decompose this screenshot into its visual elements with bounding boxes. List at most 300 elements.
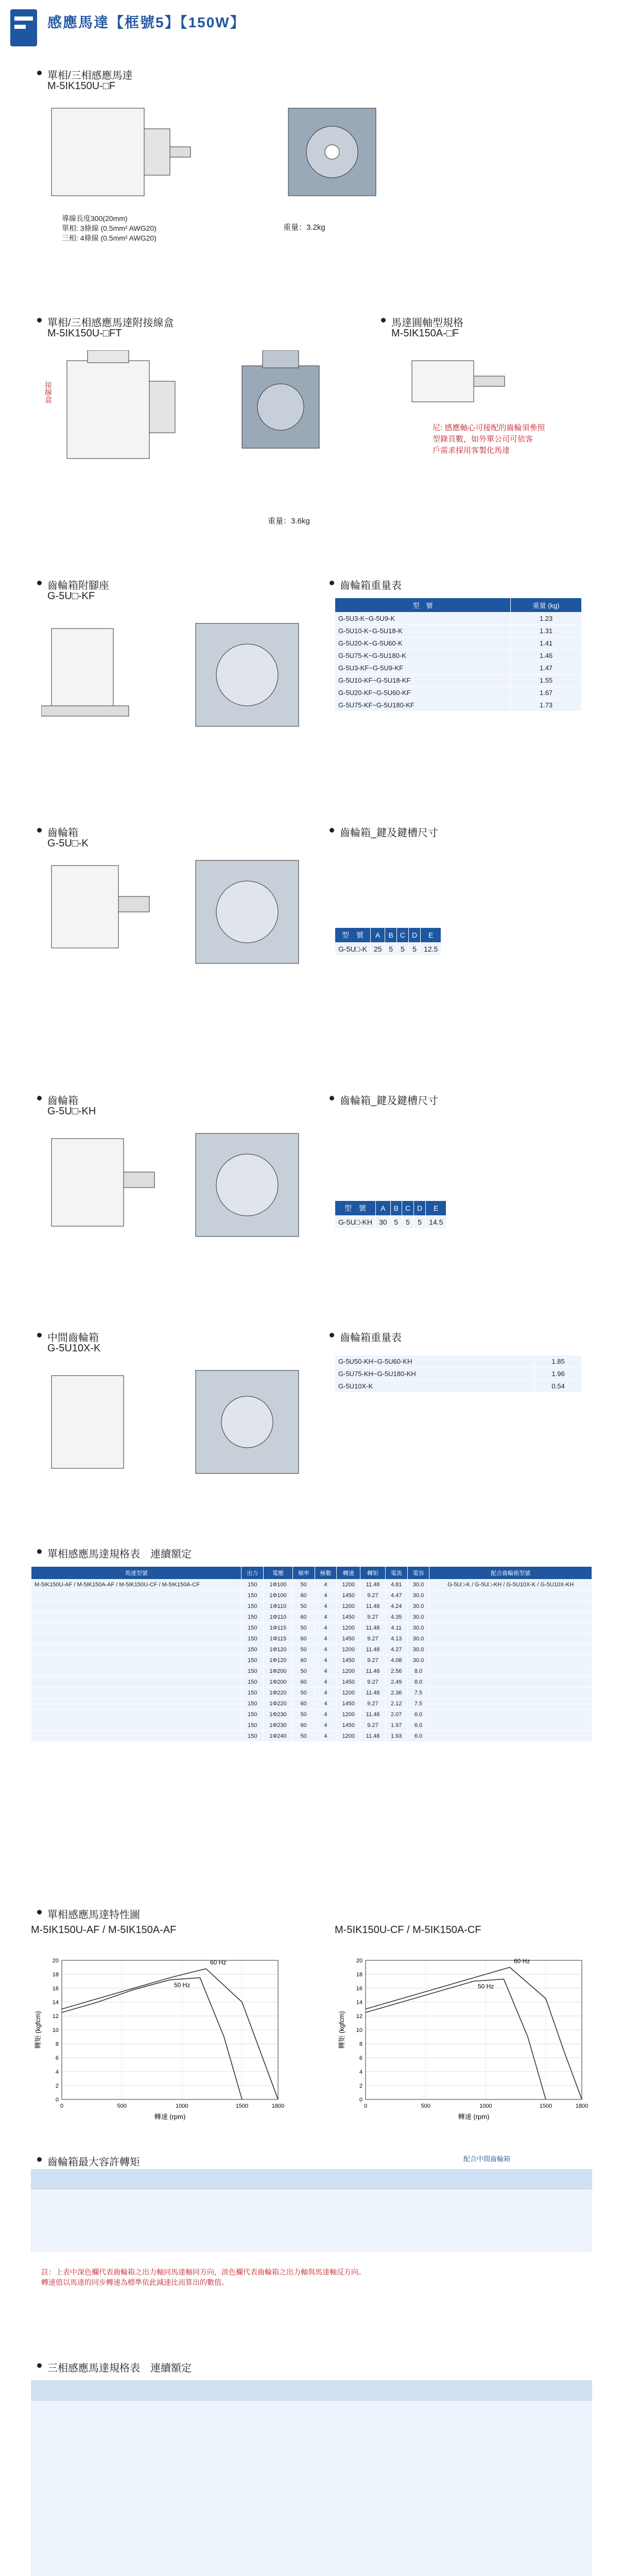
y-tick-label: 10	[356, 2027, 362, 2033]
spec-row	[31, 1731, 592, 1742]
col-header: 配合齒輪箱型號	[429, 1567, 592, 1580]
gear-cell	[429, 1699, 592, 1709]
value-cell: 1Φ200	[264, 1666, 293, 1677]
x-tick-label: 1800	[271, 2103, 285, 2109]
section-title: 齒輪箱_鍵及鍵槽尺寸	[340, 824, 438, 839]
spec-row	[31, 1580, 592, 1590]
value-cell: 4	[315, 1731, 337, 1742]
y-tick-label: 16	[356, 1986, 362, 1992]
lead-single: 單相: 3條線 (0.5mm² AWG20)	[62, 224, 157, 232]
value-cell: 1.23	[511, 613, 582, 625]
weight-row	[335, 687, 582, 699]
chart-title: M-5IK150U-CF / M-5IK150A-CF	[335, 1924, 481, 1936]
key-cell: 30	[376, 1216, 391, 1229]
col-header: B	[385, 928, 396, 943]
weight-label: 重量：3.2kg	[283, 223, 325, 232]
y-tick-label: 20	[356, 1958, 362, 1964]
y-tick-label: 14	[52, 1999, 59, 2006]
value-cell: 4	[315, 1688, 337, 1699]
y-tick-label: 8	[55, 2041, 59, 2047]
model-code: G-5U□-K	[47, 838, 89, 849]
value-cell: 9.27	[360, 1634, 386, 1645]
value-cell: 150	[241, 1699, 264, 1709]
value-cell: 60	[292, 1677, 315, 1688]
value-cell: 11.48	[360, 1688, 386, 1699]
col-header: 電流	[385, 1567, 407, 1580]
value-cell: 6.0	[407, 1709, 429, 1720]
value-cell: 6.0	[407, 1720, 429, 1731]
value-cell: 50	[292, 1601, 315, 1612]
section-title: 齒輪箱附腳座	[47, 577, 109, 592]
value-cell: 8.0	[407, 1677, 429, 1688]
value-cell: 50	[292, 1688, 315, 1699]
value-cell: 4	[315, 1677, 337, 1688]
model-cell	[31, 1709, 241, 1720]
lead-length: 導線長度300(20mm)	[62, 214, 128, 223]
weight-row	[335, 650, 582, 662]
value-cell: 2.12	[385, 1699, 407, 1709]
value-cell: 1.93	[385, 1731, 407, 1742]
value-cell: 1.31	[511, 625, 582, 637]
value-cell: 11.48	[360, 1623, 386, 1634]
gear-cell	[429, 1720, 592, 1731]
value-cell: 1200	[337, 1709, 360, 1720]
model-cell	[31, 1612, 241, 1623]
key-cell: 5	[385, 943, 396, 956]
model-cell: G-5U50-KH~G-5U60-KH	[335, 1355, 535, 1368]
value-cell: 4.27	[385, 1645, 407, 1655]
value-cell: 1200	[337, 1666, 360, 1677]
value-cell: 7.5	[407, 1699, 429, 1709]
value-cell: 9.27	[360, 1655, 386, 1666]
col-header: C	[396, 928, 408, 943]
spec-row	[31, 1590, 592, 1601]
model-cell	[31, 1590, 241, 1601]
col-header: 頻率	[292, 1567, 315, 1580]
spec-row	[31, 1655, 592, 1666]
section-title: 齒輪箱重量表	[340, 577, 402, 592]
value-cell: 1Φ100	[264, 1590, 293, 1601]
model-code: G-5U□-KF	[47, 590, 95, 602]
model-cell: G-5U75-KH~G-5U180-KH	[335, 1368, 535, 1380]
value-cell: 6.0	[407, 1731, 429, 1742]
value-cell: 1200	[337, 1623, 360, 1634]
model-cell: G-5U10-KF~G-5U18-KF	[335, 674, 511, 687]
value-cell: 2.49	[385, 1677, 407, 1688]
model-cell	[31, 1666, 241, 1677]
col-header: 重量 (kg)	[511, 598, 582, 613]
value-cell: 60	[292, 1590, 315, 1601]
note-line: 戶需求採用客製化馬達	[433, 446, 510, 455]
value-cell: 1Φ230	[264, 1709, 293, 1720]
key-table	[335, 927, 441, 956]
value-cell: 4	[315, 1709, 337, 1720]
gear-cell	[429, 1666, 592, 1677]
gear-cell	[429, 1688, 592, 1699]
y-tick-label: 2	[359, 2083, 362, 2089]
spec-row	[31, 1623, 592, 1634]
value-cell: 1Φ110	[264, 1601, 293, 1612]
x-tick-label: 0	[364, 2103, 368, 2109]
x-tick-label: 1800	[575, 2103, 589, 2109]
gear-cell	[429, 1731, 592, 1742]
section-title: 齒輪箱_鍵及鍵槽尺寸	[340, 1092, 438, 1107]
value-cell: 1Φ120	[264, 1645, 293, 1655]
model-cell	[31, 1677, 241, 1688]
value-cell: 50	[292, 1645, 315, 1655]
col-header: E	[421, 928, 441, 943]
lead-info	[62, 214, 157, 243]
value-cell: 1200	[337, 1688, 360, 1699]
lead-three: 三相: 4條線 (0.5mm² AWG20)	[62, 234, 157, 242]
gear-cell	[429, 1623, 592, 1634]
value-cell: 50	[292, 1731, 315, 1742]
value-cell: 1Φ115	[264, 1623, 293, 1634]
model-cell	[31, 1731, 241, 1742]
weight-row	[335, 613, 582, 625]
y-tick-label: 18	[356, 1972, 362, 1978]
value-cell: 1450	[337, 1655, 360, 1666]
weight-row	[335, 674, 582, 687]
value-cell: 150	[241, 1720, 264, 1731]
value-cell: 150	[241, 1580, 264, 1590]
value-cell: 4.24	[385, 1601, 407, 1612]
mid-gear-drawing	[41, 1365, 330, 1489]
value-cell: 50	[292, 1623, 315, 1634]
page-title: 感應馬達【框號5】【150W】	[47, 14, 246, 30]
spec-row	[31, 1666, 592, 1677]
value-cell: 4.08	[385, 1655, 407, 1666]
model-cell: G-5U10X-K	[335, 1380, 535, 1393]
col-header: 馬達型號	[31, 1567, 241, 1580]
model-code: M-5IK150U-□FT	[47, 328, 122, 339]
value-cell: 1200	[337, 1601, 360, 1612]
col-header: C	[402, 1201, 413, 1216]
x-tick-label: 500	[421, 2103, 430, 2109]
value-cell: 1.41	[511, 637, 582, 650]
col-header: D	[414, 1201, 426, 1216]
model-cell	[31, 1623, 241, 1634]
value-cell: 1Φ115	[264, 1634, 293, 1645]
spec-row	[31, 1699, 592, 1709]
key-cell: G-5U□-K	[335, 943, 371, 956]
section-title: 齒輪箱	[47, 824, 78, 839]
y-tick-label: 8	[359, 2041, 362, 2047]
value-cell: 60	[292, 1720, 315, 1731]
model-cell	[31, 1688, 241, 1699]
model-cell	[31, 1720, 241, 1731]
value-cell: 30.0	[407, 1634, 429, 1645]
value-cell: 50	[292, 1709, 315, 1720]
model-cell: G-5U75-KF~G-5U180-KF	[335, 699, 511, 711]
key-cell: G-5U□-KH	[335, 1216, 376, 1229]
brand-logo	[10, 9, 37, 46]
gear-foot-drawing	[41, 618, 330, 742]
value-cell: 60	[292, 1699, 315, 1709]
spec-row	[31, 1601, 592, 1612]
spec-row	[31, 1612, 592, 1623]
col-header: 型 號	[335, 1201, 376, 1216]
y-tick-label: 0	[55, 2097, 59, 2103]
col-header: D	[408, 928, 420, 943]
model-cell: G-5U20-KF~G-5U60-KF	[335, 687, 511, 699]
section-title: 齒輪箱	[47, 1092, 78, 1107]
value-cell: 150	[241, 1590, 264, 1601]
note-line: 尼: 感應軸心可接配的齒輪須參照	[433, 423, 545, 432]
weight-row	[335, 637, 582, 650]
series-line	[366, 1968, 582, 2100]
value-cell: 30.0	[407, 1612, 429, 1623]
key-cell: 12.5	[421, 943, 441, 956]
value-cell: 1Φ120	[264, 1655, 293, 1666]
col-header: A	[376, 1201, 391, 1216]
key-cell: 5	[414, 1216, 426, 1229]
key-cell: 5	[396, 943, 408, 956]
section-title: 齒輪箱重量表	[340, 1329, 402, 1344]
value-cell: 1Φ220	[264, 1699, 293, 1709]
value-cell: 60	[292, 1612, 315, 1623]
spec-row	[31, 1688, 592, 1699]
y-tick-label: 14	[356, 1999, 362, 2006]
value-cell: 11.48	[360, 1666, 386, 1677]
value-cell: 9.27	[360, 1677, 386, 1688]
series-label: 50 Hz	[478, 1982, 494, 1990]
value-cell: 1450	[337, 1720, 360, 1731]
value-cell: 4.35	[385, 1612, 407, 1623]
value-cell: 150	[241, 1688, 264, 1699]
value-cell: 8.0	[407, 1666, 429, 1677]
model-code: M-5IK150U-□F	[47, 80, 116, 92]
torque-table-block	[31, 2169, 592, 2251]
value-cell: 150	[241, 1655, 264, 1666]
gear-cell	[429, 1645, 592, 1655]
value-cell: 4.11	[385, 1623, 407, 1634]
section-title: 單相感應馬達特性圖	[47, 1906, 140, 1921]
value-cell: 9.27	[360, 1699, 386, 1709]
gear-cell	[429, 1677, 592, 1688]
value-cell: 4	[315, 1634, 337, 1645]
col-header: E	[426, 1201, 446, 1216]
single-phase-table	[31, 1566, 592, 1742]
value-cell: 2.07	[385, 1709, 407, 1720]
value-cell: 1Φ220	[264, 1688, 293, 1699]
value-cell: 1.47	[511, 662, 582, 674]
col-header: 型 號	[335, 598, 511, 613]
y-axis-label: 轉矩 (kgfcm)	[338, 2011, 345, 2049]
value-cell: 30.0	[407, 1655, 429, 1666]
gear-cell	[429, 1612, 592, 1623]
model-cell: G-5U3-K~G-5U9-K	[335, 613, 511, 625]
value-cell: 1200	[337, 1580, 360, 1590]
y-tick-label: 18	[52, 1972, 59, 1978]
col-header: 電容	[407, 1567, 429, 1580]
key-cell: 14.5	[426, 1216, 446, 1229]
y-tick-label: 4	[359, 2069, 362, 2075]
value-cell: 150	[241, 1666, 264, 1677]
round-shaft-drawing	[402, 350, 535, 412]
weight-row	[335, 1368, 582, 1380]
gear-cell	[429, 1601, 592, 1612]
value-cell: 150	[241, 1731, 264, 1742]
key-table-kh	[335, 1200, 446, 1229]
three-phase-table-block	[31, 2380, 592, 2576]
value-cell: 150	[241, 1601, 264, 1612]
value-cell: 4.47	[385, 1590, 407, 1601]
model-cell	[31, 1645, 241, 1655]
value-cell: 11.48	[360, 1709, 386, 1720]
value-cell: 50	[292, 1666, 315, 1677]
value-cell: 150	[241, 1677, 264, 1688]
value-cell: 1Φ100	[264, 1580, 293, 1590]
value-cell: 150	[241, 1623, 264, 1634]
model-cell: G-5U20-K~G-5U60-K	[335, 637, 511, 650]
y-tick-label: 2	[55, 2083, 59, 2089]
spec-row	[31, 1709, 592, 1720]
value-cell: 4	[315, 1655, 337, 1666]
y-tick-label: 6	[359, 2055, 362, 2061]
value-cell: 1450	[337, 1699, 360, 1709]
value-cell: 9.27	[360, 1720, 386, 1731]
y-tick-label: 4	[55, 2069, 59, 2075]
series-label: 60 Hz	[210, 1959, 227, 1967]
weight-row	[335, 699, 582, 711]
box-label: 接線盒	[44, 381, 53, 403]
value-cell: 50	[292, 1580, 315, 1590]
value-cell: 30.0	[407, 1580, 429, 1590]
gear-cell	[429, 1590, 592, 1601]
model-cell	[31, 1655, 241, 1666]
value-cell: 4	[315, 1580, 337, 1590]
x-tick-label: 0	[60, 2103, 64, 2109]
value-cell: 4	[315, 1666, 337, 1677]
value-cell: 1.96	[535, 1368, 582, 1380]
value-cell: 4.13	[385, 1634, 407, 1645]
value-cell: 0.54	[535, 1380, 582, 1393]
model-code: G-5U10X-K	[47, 1343, 101, 1354]
spec-row	[31, 1677, 592, 1688]
value-cell: 1450	[337, 1677, 360, 1688]
weight-row	[335, 1355, 582, 1368]
y-tick-label: 0	[359, 2097, 362, 2103]
section-title: 馬達圓軸型規格	[391, 314, 463, 329]
col-header: 極數	[315, 1567, 337, 1580]
torque-notes	[41, 2267, 366, 2287]
section-title: 齒輪箱最大容許轉矩	[47, 2154, 140, 2168]
value-cell: 4	[315, 1590, 337, 1601]
value-cell: 4	[315, 1720, 337, 1731]
key-cell: 25	[370, 943, 385, 956]
value-cell: 150	[241, 1612, 264, 1623]
gear-cell	[429, 1655, 592, 1666]
value-cell: 30.0	[407, 1645, 429, 1655]
key-cell: 5	[408, 943, 420, 956]
x-axis-label: 轉速 (rpm)	[458, 2113, 490, 2121]
gearbox-kh-drawing	[41, 1128, 330, 1252]
model-cell	[31, 1634, 241, 1645]
col-header: B	[390, 1201, 402, 1216]
value-cell: 4	[315, 1623, 337, 1634]
weight-label: 重量：3.6kg	[268, 517, 310, 526]
section-title: 單相/三相感應馬達	[47, 67, 133, 82]
gear-cell	[429, 1709, 592, 1720]
note-line: 註：上表中深色欄代表齒輪箱之出力軸同馬達軸同方向，淡色欄代表齒輪箱之出力軸與馬達軸反方向。	[41, 2268, 366, 2276]
y-tick-label: 20	[52, 1958, 59, 1964]
model-cell: G-5U75-K~G-5U180-K	[335, 650, 511, 662]
x-tick-label: 1500	[235, 2103, 249, 2109]
y-tick-label: 12	[52, 2013, 59, 2020]
value-cell: 1.55	[511, 674, 582, 687]
value-cell: 7.5	[407, 1688, 429, 1699]
section-title: 中間齒輪箱	[47, 1329, 99, 1344]
value-cell: 1.73	[511, 699, 582, 711]
value-cell: 1Φ200	[264, 1677, 293, 1688]
spec-row	[31, 1634, 592, 1645]
value-cell: 30.0	[407, 1590, 429, 1601]
value-cell: 2.56	[385, 1666, 407, 1677]
model-cell: M-5IK150U-AF / M-5IK150A-AF / M-5IK150U-CF / M-5IK150A-CF	[31, 1580, 241, 1590]
value-cell: 9.27	[360, 1612, 386, 1623]
spec-row	[31, 1645, 592, 1655]
y-tick-label: 12	[356, 2013, 362, 2020]
y-tick-label: 16	[52, 1986, 59, 1992]
value-cell: 4	[315, 1645, 337, 1655]
value-cell: 60	[292, 1634, 315, 1645]
value-cell: 4	[315, 1601, 337, 1612]
value-cell: 1.85	[535, 1355, 582, 1368]
model-cell: G-5U10-K~G-5U18-K	[335, 625, 511, 637]
page-header	[0, 0, 622, 57]
chart-title: M-5IK150U-AF / M-5IK150A-AF	[31, 1924, 177, 1936]
gear-weight-table-2	[335, 1355, 582, 1393]
weight-row	[335, 625, 582, 637]
model-code: M-5IK150A-□F	[391, 328, 459, 339]
model-cell	[31, 1699, 241, 1709]
value-cell: 11.48	[360, 1601, 386, 1612]
value-cell: 1200	[337, 1731, 360, 1742]
value-cell: 150	[241, 1709, 264, 1720]
value-cell: 1Φ110	[264, 1612, 293, 1623]
col-header: 型 號	[335, 928, 371, 943]
value-cell: 11.48	[360, 1645, 386, 1655]
col-header: 轉矩	[360, 1567, 386, 1580]
gearbox-drawing	[41, 855, 330, 979]
model-cell: G-5U3-KF~G-5U9-KF	[335, 662, 511, 674]
model-code: G-5U□-KH	[47, 1106, 96, 1117]
series-line	[62, 1978, 242, 2099]
note-line: 轉速值以馬達的同步轉速為標準依此減速比而算出的數值。	[41, 2278, 229, 2286]
spec-row	[31, 1720, 592, 1731]
section-title: 單相感應馬達規格表 連續額定	[47, 1546, 192, 1561]
gear-cell	[429, 1634, 592, 1645]
chart-svg	[31, 1940, 288, 2125]
col-header: 電壓	[264, 1567, 293, 1580]
y-tick-label: 6	[55, 2055, 59, 2061]
chart-svg	[335, 1940, 592, 2125]
value-cell: 1.46	[511, 650, 582, 662]
gear-weight-table	[335, 598, 582, 711]
value-cell: 4	[315, 1699, 337, 1709]
col-header: A	[370, 928, 385, 943]
gear-cell: G-5U□-K / G-5U□-KH / G-5U10X-K / G-5U10X-KH	[429, 1580, 592, 1590]
note-line: 型錄頁數，如外單公司可依客	[433, 435, 533, 444]
value-cell: 4.81	[385, 1580, 407, 1590]
value-cell: 1Φ230	[264, 1720, 293, 1731]
section-title: 三相感應馬達規格表 連續額定	[47, 2360, 192, 2375]
value-cell: 1450	[337, 1634, 360, 1645]
section-title: 單相/三相感應馬達附接線盒	[47, 314, 174, 329]
series-label: 50 Hz	[174, 1981, 191, 1989]
y-tick-label: 10	[52, 2027, 59, 2033]
